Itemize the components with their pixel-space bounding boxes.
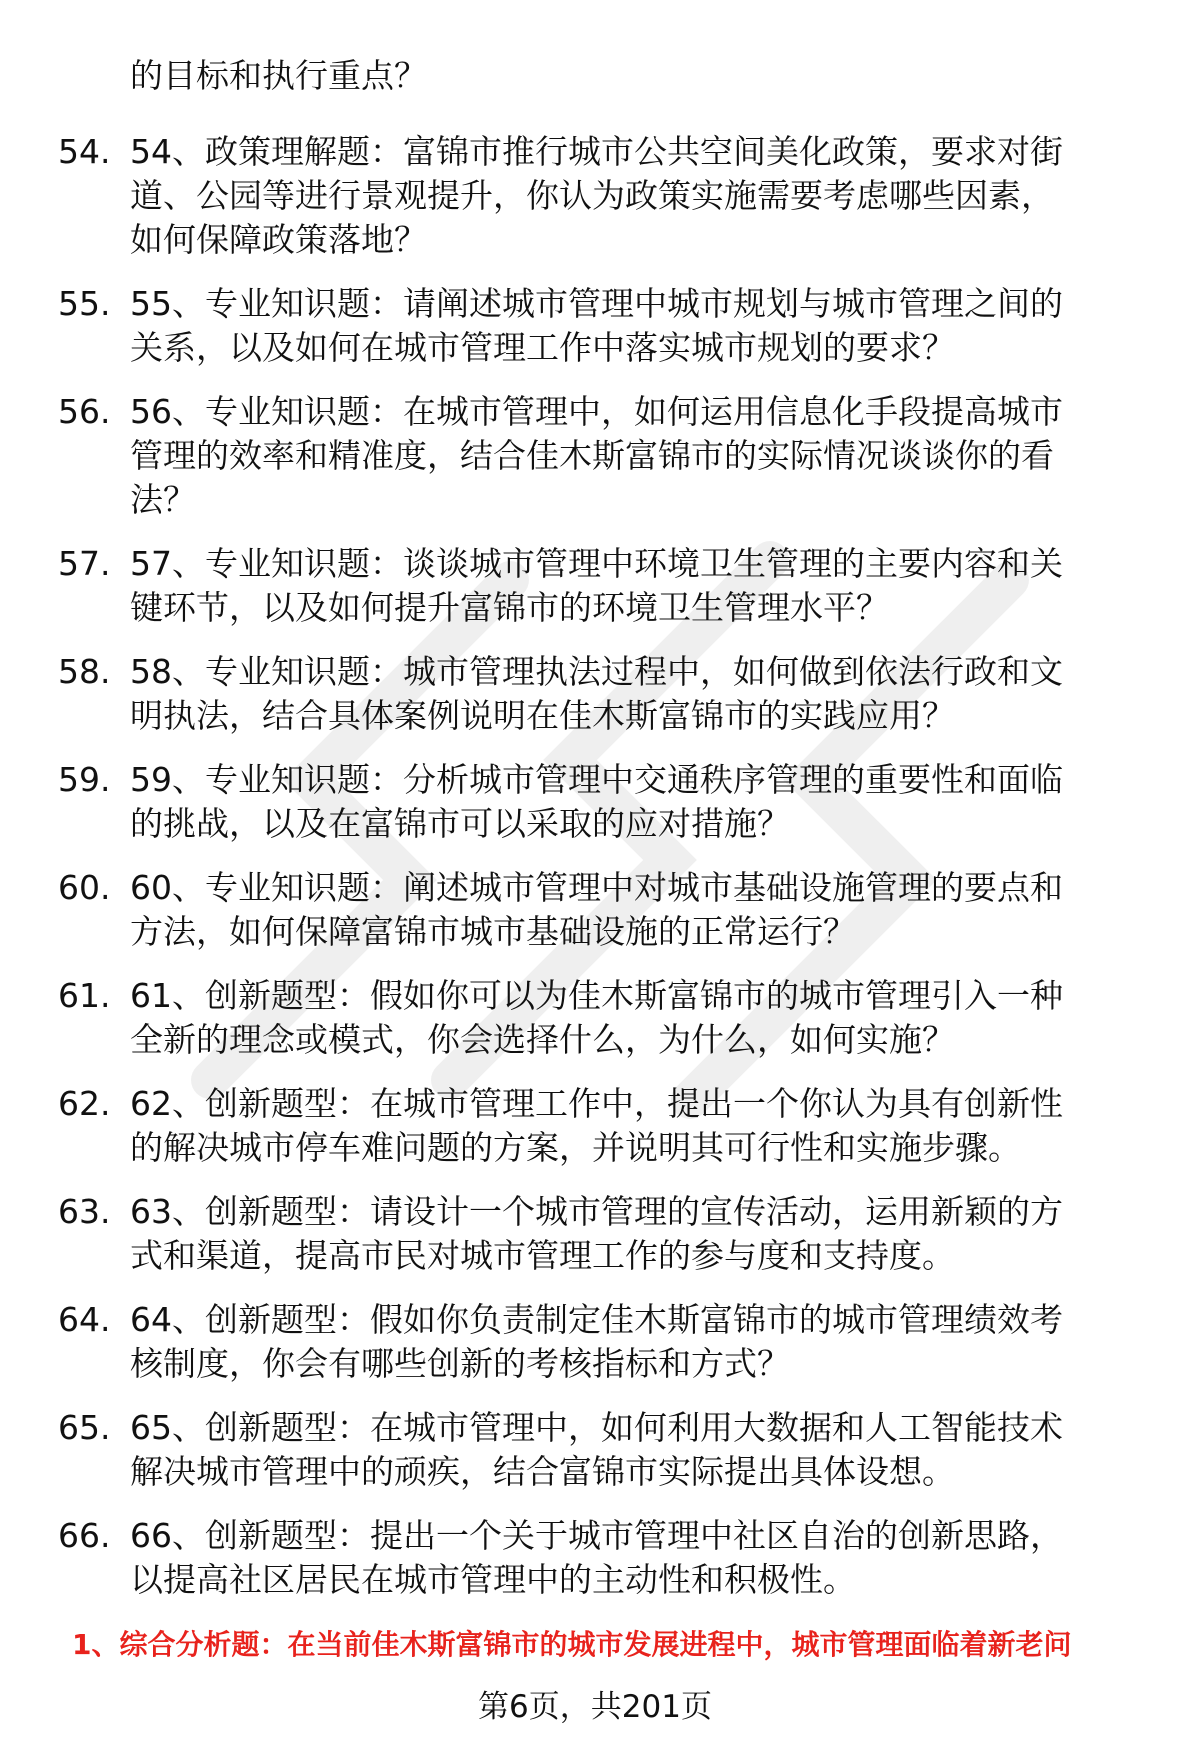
question-line: 55、专业知识题：请阐述城市管理中城市规划与城市管理之间的: [130, 284, 1063, 323]
item-number: 54.: [58, 132, 111, 171]
question-line: 的解决城市停车难问题的方案，并说明其可行性和实施步骤。: [130, 1128, 1021, 1167]
question-line: 65、创新题型：在城市管理中，如何利用大数据和人工智能技术: [130, 1408, 1063, 1447]
item-number: 63.: [58, 1192, 111, 1231]
item-number: 56.: [58, 392, 111, 431]
question-line: 58、专业知识题：城市管理执法过程中，如何做到依法行政和文: [130, 652, 1063, 691]
item-number: 58.: [58, 652, 111, 691]
question-line: 核制度，你会有哪些创新的考核指标和方式？: [130, 1344, 790, 1383]
question-line: 61、创新题型：假如你可以为佳木斯富锦市的城市管理引入一种: [130, 976, 1063, 1015]
question-line: 方法，如何保障富锦市城市基础设施的正常运行？: [130, 912, 856, 951]
question-text: [130, 1514, 1150, 1602]
list-item: [0, 282, 1150, 370]
list-item: [0, 758, 1150, 846]
list-item: [0, 1514, 1150, 1602]
question-line: 式和渠道，提高市民对城市管理工作的参与度和支持度。: [130, 1236, 955, 1275]
item-number: 55.: [58, 284, 111, 323]
question-line: 60、专业知识题：阐述城市管理中对城市基础设施管理的要点和: [130, 868, 1063, 907]
item-number: 62.: [58, 1084, 111, 1123]
list-item: [0, 1082, 1150, 1170]
question-line: 全新的理念或模式，你会选择什么，为什么，如何实施？: [130, 1020, 955, 1059]
question-text: [130, 758, 1150, 846]
item-number: 66.: [58, 1516, 111, 1555]
question-text: [130, 390, 1150, 522]
question-line: 道、公园等进行景观提升，你认为政策实施需要考虑哪些因素，: [130, 176, 1054, 215]
question-line: 的挑战，以及在富锦市可以采取的应对措施？: [130, 804, 790, 843]
question-text: [130, 1190, 1150, 1278]
question-list: [0, 130, 1190, 1622]
question-text: [130, 866, 1150, 954]
question-text: [130, 1298, 1150, 1386]
question-line: 如何保障政策落地？: [130, 220, 427, 259]
question-line: 键环节，以及如何提升富锦市的环境卫生管理水平？: [130, 588, 889, 627]
question-line: 66、创新题型：提出一个关于城市管理中社区自治的创新思路，: [130, 1516, 1063, 1555]
list-item: [0, 542, 1150, 630]
question-line: 59、专业知识题：分析城市管理中交通秩序管理的重要性和面临: [130, 760, 1063, 799]
list-item: [0, 650, 1150, 738]
question-line: 62、创新题型：在城市管理工作中，提出一个你认为具有创新性: [130, 1084, 1063, 1123]
list-item: [0, 390, 1150, 522]
question-text: [130, 650, 1150, 738]
question-line: 管理的效率和精准度，结合佳木斯富锦市的实际情况谈谈你的看: [130, 436, 1054, 475]
question-text: [130, 974, 1150, 1062]
item-number: 57.: [58, 544, 111, 583]
question-line: 63、创新题型：请设计一个城市管理的宣传活动，运用新颖的方: [130, 1192, 1063, 1231]
question-line: 56、专业知识题：在城市管理中，如何运用信息化手段提高城市: [130, 392, 1063, 431]
question-line: 明执法，结合具体案例说明在佳木斯富锦市的实践应用？: [130, 696, 955, 735]
list-item: [0, 866, 1150, 954]
list-item: [0, 974, 1150, 1062]
question-line: 57、专业知识题：谈谈城市管理中环境卫生管理的主要内容和关: [130, 544, 1063, 583]
question-text: [130, 130, 1150, 262]
list-item: [0, 1298, 1150, 1386]
question-line: 解决城市管理中的顽疾，结合富锦市实际提出具体设想。: [130, 1452, 955, 1491]
list-item: [0, 130, 1150, 262]
question-text: [130, 1082, 1150, 1170]
question-text: [130, 282, 1150, 370]
question-line: 54、政策理解题：富锦市推行城市公共空间美化政策，要求对街: [130, 132, 1063, 171]
item-number: 65.: [58, 1408, 111, 1447]
list-item: [0, 1406, 1150, 1494]
question-text: [130, 1406, 1150, 1494]
question-line: 关系，以及如何在城市管理工作中落实城市规划的要求？: [130, 328, 955, 367]
item-number: 61.: [58, 976, 111, 1015]
answer-heading: 1、综合分析题：在当前佳木斯富锦市的城市发展进程中，城市管理面临着新老问: [72, 1628, 1072, 1661]
item-number: 59.: [58, 760, 111, 799]
question-line: 以提高社区居民在城市管理中的主动性和积极性。: [130, 1560, 856, 1599]
page-footer: 第6页，共201页: [478, 1689, 712, 1725]
question-line: 法？: [130, 480, 196, 519]
question-line: 64、创新题型：假如你负责制定佳木斯富锦市的城市管理绩效考: [130, 1300, 1063, 1339]
list-item: [0, 1190, 1150, 1278]
continued-text: 的目标和执行重点？: [130, 56, 427, 95]
question-text: [130, 542, 1150, 630]
item-number: 64.: [58, 1300, 111, 1339]
item-number: 60.: [58, 868, 111, 907]
